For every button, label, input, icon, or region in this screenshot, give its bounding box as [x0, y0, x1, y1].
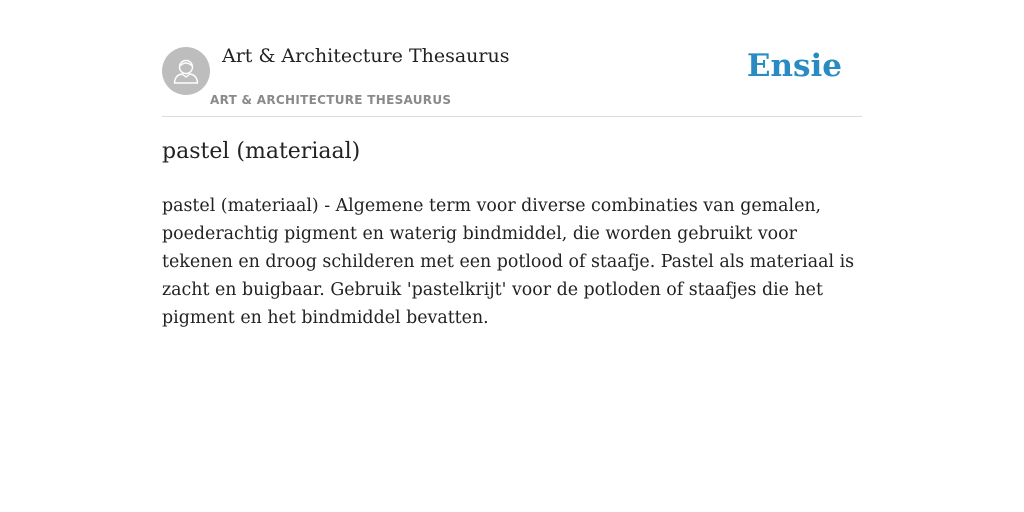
author-name[interactable]: Art & Architecture Thesaurus	[222, 45, 510, 67]
header	[162, 0, 862, 117]
brand-logo[interactable]: Ensie	[746, 48, 842, 84]
entry-title: pastel (materiaal)	[162, 139, 361, 164]
author-subtitle[interactable]: ART & ARCHITECTURE THESAURUS	[210, 93, 452, 107]
entry-body: pastel (materiaal) - Algemene term voor diverse combinaties van gemalen, poederachtig pigment en waterig bindmiddel, die worden gebruikt voor tekenen en droog schilderen met een potlood of staafje. Pastel als materiaal is zacht en buigbaar. Gebruik 'pastelkrijt' voor de potloden of staafjes die het pigment en het bindmiddel bevatten.	[162, 196, 855, 328]
avatar[interactable]	[162, 47, 210, 95]
user-avatar-icon	[171, 56, 201, 86]
